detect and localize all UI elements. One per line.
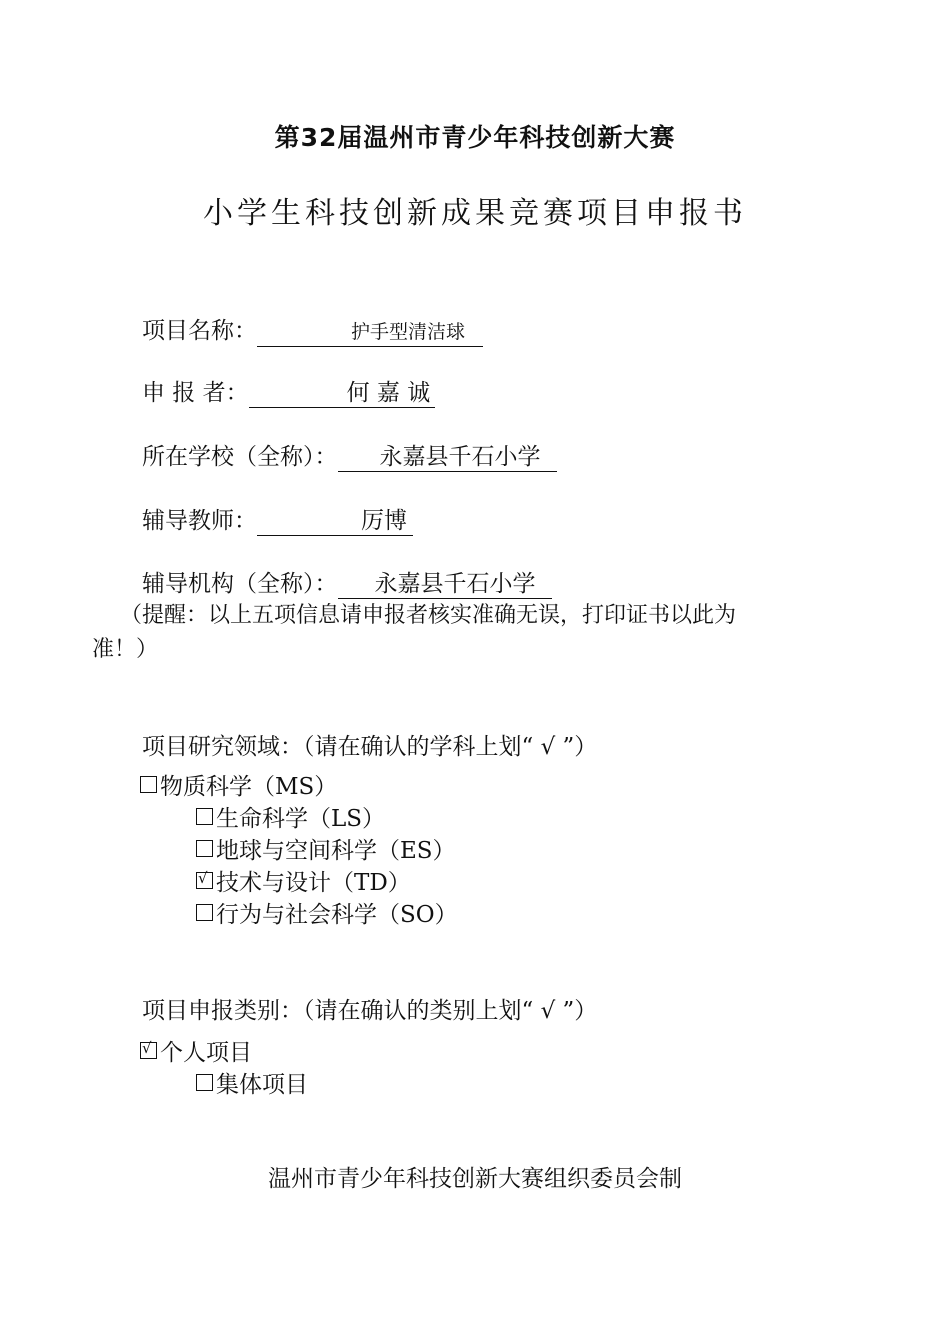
organizer-footer: 温州市青少年科技创新大赛组织委员会制 bbox=[268, 1166, 682, 1192]
research-option-es-label: 地球与空间科学（ES） bbox=[216, 838, 456, 864]
advisor-label: 辅导教师： bbox=[142, 508, 257, 534]
checkmark-icon: √ bbox=[198, 869, 208, 887]
institution-field bbox=[142, 565, 552, 599]
applicant-field bbox=[142, 374, 435, 408]
school-label: 所在学校（全称）： bbox=[142, 444, 338, 470]
research-option-ms[interactable] bbox=[140, 768, 337, 801]
category-option-individual[interactable] bbox=[140, 1034, 252, 1067]
advisor-underline bbox=[257, 507, 413, 536]
research-option-so-label: 行为与社会科学（SO） bbox=[216, 902, 458, 928]
advisor-value: 厉博 bbox=[361, 508, 407, 534]
checkmark-icon: √ bbox=[142, 1039, 152, 1057]
form-title: 小学生科技创新成果竞赛项目申报书 bbox=[203, 196, 747, 231]
category-option-group-label: 集体项目 bbox=[216, 1072, 308, 1098]
advisor-field bbox=[142, 502, 413, 536]
project-name-underline bbox=[257, 317, 483, 347]
project-name-label: 项目名称： bbox=[142, 318, 257, 344]
category-option-group[interactable] bbox=[196, 1066, 308, 1099]
applicant-underline bbox=[249, 379, 435, 408]
category-option-individual-label: 个人项目 bbox=[160, 1040, 252, 1066]
reminder-line-1: （提醒：以上五项信息请申报者核实准确无误，打印证书以此为 bbox=[120, 603, 737, 628]
category-heading: 项目申报类别：（请在确认的类别上划“ √ ”） bbox=[142, 998, 598, 1024]
research-option-td-label: 技术与设计（TD） bbox=[216, 870, 411, 896]
research-option-ls-label: 生命科学（LS） bbox=[216, 806, 386, 832]
research-field-heading: 项目研究领域：（请在确认的学科上划“ √ ”） bbox=[142, 734, 598, 760]
reminder-line-2: 准！） bbox=[92, 637, 159, 662]
checkbox-td[interactable] bbox=[196, 869, 213, 889]
research-option-td[interactable] bbox=[196, 864, 411, 897]
checkbox-es[interactable] bbox=[196, 840, 213, 857]
school-value: 永嘉县千石小学 bbox=[379, 444, 541, 470]
research-option-es[interactable] bbox=[196, 832, 456, 865]
institution-underline bbox=[338, 570, 552, 599]
checkbox-ms[interactable] bbox=[140, 776, 157, 793]
school-field bbox=[142, 438, 557, 472]
institution-value: 永嘉县千石小学 bbox=[374, 571, 536, 597]
project-name-field bbox=[142, 312, 483, 347]
research-option-so[interactable] bbox=[196, 896, 458, 929]
school-underline bbox=[338, 443, 557, 472]
checkbox-ls[interactable] bbox=[196, 808, 213, 825]
applicant-value: 何 嘉 诚 bbox=[346, 380, 431, 406]
applicant-label: 申 报 者： bbox=[142, 380, 249, 406]
checkbox-individual[interactable] bbox=[140, 1039, 157, 1059]
research-option-ms-label: 物质科学（MS） bbox=[160, 774, 338, 800]
project-name-value: 护手型清洁球 bbox=[351, 321, 466, 343]
institution-label: 辅导机构（全称）： bbox=[142, 571, 338, 597]
checkbox-so[interactable] bbox=[196, 904, 213, 921]
research-option-ls[interactable] bbox=[196, 800, 385, 833]
contest-title: 第32届温州市青少年科技创新大赛 bbox=[274, 123, 676, 152]
checkbox-group[interactable] bbox=[196, 1074, 213, 1091]
